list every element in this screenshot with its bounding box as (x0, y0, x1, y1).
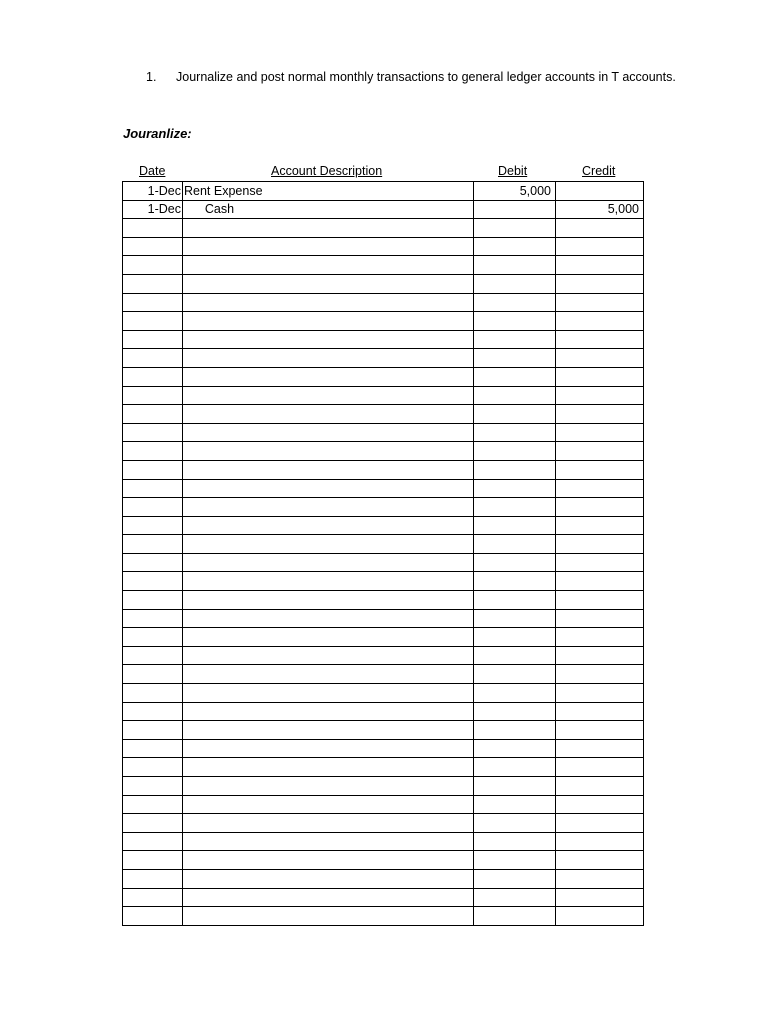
journal-blank-row (123, 516, 644, 535)
blank-credit-cell[interactable] (556, 256, 644, 275)
blank-debit-cell[interactable] (474, 219, 556, 238)
blank-debit-cell[interactable] (474, 256, 556, 275)
blank-credit-cell[interactable] (556, 516, 644, 535)
blank-debit-cell[interactable] (474, 293, 556, 312)
header-credit: Credit (582, 164, 616, 178)
instruction-number: 1. (146, 70, 157, 84)
blank-credit-cell[interactable] (556, 907, 644, 926)
blank-debit-cell[interactable] (474, 423, 556, 442)
blank-credit-cell[interactable] (556, 684, 644, 703)
journal-blank-row (123, 312, 644, 331)
blank-date-cell[interactable] (123, 665, 183, 684)
blank-debit-cell[interactable] (474, 739, 556, 758)
journal-blank-row (123, 665, 644, 684)
blank-description-cell[interactable] (183, 702, 474, 721)
blank-date-cell[interactable] (123, 349, 183, 368)
journal-blank-row (123, 739, 644, 758)
blank-date-cell[interactable] (123, 423, 183, 442)
blank-description-cell[interactable] (183, 646, 474, 665)
blank-credit-cell[interactable] (556, 312, 644, 331)
blank-description-cell[interactable] (183, 907, 474, 926)
blank-credit-cell[interactable] (556, 758, 644, 777)
blank-description-cell[interactable] (183, 256, 474, 275)
blank-description-cell[interactable] (183, 609, 474, 628)
blank-credit-cell[interactable] (556, 349, 644, 368)
journal-blank-row (123, 423, 644, 442)
blank-credit-cell[interactable] (556, 702, 644, 721)
blank-date-cell[interactable] (123, 628, 183, 647)
blank-description-cell[interactable] (183, 293, 474, 312)
blank-description-cell[interactable] (183, 498, 474, 517)
blank-credit-cell[interactable] (556, 869, 644, 888)
blank-date-cell[interactable] (123, 535, 183, 554)
journal-header-row (122, 163, 643, 181)
header-account-description: Account Description (271, 164, 383, 178)
journal-blank-row (123, 349, 644, 368)
blank-date-cell[interactable] (123, 758, 183, 777)
blank-credit-cell[interactable] (556, 832, 644, 851)
blank-credit-cell[interactable] (556, 219, 644, 238)
blank-credit-cell[interactable] (556, 423, 644, 442)
blank-credit-cell[interactable] (556, 851, 644, 870)
journal-blank-row (123, 721, 644, 740)
blank-credit-cell[interactable] (556, 293, 644, 312)
journal-blank-row (123, 591, 644, 610)
blank-credit-cell[interactable] (556, 888, 644, 907)
blank-date-cell[interactable] (123, 516, 183, 535)
blank-date-cell[interactable] (123, 479, 183, 498)
blank-description-cell[interactable] (183, 442, 474, 461)
blank-debit-cell[interactable] (474, 777, 556, 796)
journal-blank-row (123, 609, 644, 628)
blank-date-cell[interactable] (123, 219, 183, 238)
blank-date-cell[interactable] (123, 312, 183, 331)
journal-blank-row (123, 405, 644, 424)
blank-credit-cell[interactable] (556, 460, 644, 479)
blank-description-cell[interactable] (183, 330, 474, 349)
blank-date-cell[interactable] (123, 237, 183, 256)
journal-entry-row (123, 182, 644, 201)
blank-debit-cell[interactable] (474, 721, 556, 740)
blank-credit-cell[interactable] (556, 572, 644, 591)
blank-date-cell[interactable] (123, 591, 183, 610)
blank-debit-cell[interactable] (474, 386, 556, 405)
blank-date-cell[interactable] (123, 777, 183, 796)
blank-credit-cell[interactable] (556, 591, 644, 610)
blank-debit-cell[interactable] (474, 851, 556, 870)
blank-description-cell[interactable] (183, 628, 474, 647)
blank-debit-cell[interactable] (474, 665, 556, 684)
blank-date-cell[interactable] (123, 256, 183, 275)
journal-blank-row (123, 572, 644, 591)
entry-debit[interactable] (474, 200, 556, 219)
blank-description-cell[interactable] (183, 535, 474, 554)
blank-debit-cell[interactable] (474, 442, 556, 461)
blank-credit-cell[interactable] (556, 479, 644, 498)
entry-date[interactable]: 1-Dec (123, 200, 183, 219)
journal-body (123, 182, 644, 926)
blank-debit-cell[interactable] (474, 888, 556, 907)
blank-description-cell[interactable] (183, 814, 474, 833)
blank-date-cell[interactable] (123, 702, 183, 721)
section-label: Jouranlize: (123, 126, 192, 141)
journal-blank-row (123, 237, 644, 256)
journal-blank-row (123, 832, 644, 851)
blank-date-cell[interactable] (123, 553, 183, 572)
journal-table (122, 163, 643, 926)
blank-description-cell[interactable] (183, 572, 474, 591)
journal-blank-row (123, 330, 644, 349)
blank-description-cell[interactable] (183, 758, 474, 777)
blank-credit-cell[interactable] (556, 777, 644, 796)
journal-blank-row (123, 646, 644, 665)
journal-blank-row (123, 535, 644, 554)
blank-date-cell[interactable] (123, 274, 183, 293)
blank-credit-cell[interactable] (556, 330, 644, 349)
blank-date-cell[interactable] (123, 367, 183, 386)
blank-credit-cell[interactable] (556, 553, 644, 572)
blank-date-cell[interactable] (123, 684, 183, 703)
blank-description-cell[interactable] (183, 721, 474, 740)
blank-debit-cell[interactable] (474, 572, 556, 591)
blank-credit-cell[interactable] (556, 386, 644, 405)
journal-entry-row (123, 200, 644, 219)
journal-blank-row (123, 442, 644, 461)
blank-credit-cell[interactable] (556, 442, 644, 461)
entry-credit[interactable]: 5,000 (556, 200, 644, 219)
blank-description-cell[interactable] (183, 888, 474, 907)
blank-debit-cell[interactable] (474, 869, 556, 888)
blank-description-cell[interactable] (183, 274, 474, 293)
blank-description-cell[interactable] (183, 237, 474, 256)
blank-debit-cell[interactable] (474, 758, 556, 777)
blank-description-cell[interactable] (183, 869, 474, 888)
blank-description-cell[interactable] (183, 219, 474, 238)
blank-debit-cell[interactable] (474, 814, 556, 833)
blank-debit-cell[interactable] (474, 591, 556, 610)
blank-debit-cell[interactable] (474, 405, 556, 424)
blank-debit-cell[interactable] (474, 312, 556, 331)
blank-credit-cell[interactable] (556, 814, 644, 833)
blank-credit-cell[interactable] (556, 274, 644, 293)
journal-blank-row (123, 460, 644, 479)
blank-description-cell[interactable] (183, 405, 474, 424)
header-debit: Debit (498, 164, 528, 178)
blank-credit-cell[interactable] (556, 535, 644, 554)
blank-debit-cell[interactable] (474, 516, 556, 535)
entry-description-text: Rent Expense (184, 183, 263, 198)
journal-blank-row (123, 293, 644, 312)
blank-description-cell[interactable] (183, 367, 474, 386)
blank-description-cell[interactable] (183, 795, 474, 814)
blank-debit-cell[interactable] (474, 646, 556, 665)
blank-description-cell[interactable] (183, 479, 474, 498)
blank-description-cell[interactable] (183, 665, 474, 684)
entry-description[interactable] (183, 200, 474, 219)
blank-debit-cell[interactable] (474, 460, 556, 479)
blank-credit-cell[interactable] (556, 609, 644, 628)
blank-date-cell[interactable] (123, 814, 183, 833)
blank-credit-cell[interactable] (556, 739, 644, 758)
blank-credit-cell[interactable] (556, 498, 644, 517)
blank-debit-cell[interactable] (474, 702, 556, 721)
blank-description-cell[interactable] (183, 516, 474, 535)
blank-credit-cell[interactable] (556, 646, 644, 665)
blank-description-cell[interactable] (183, 739, 474, 758)
entry-description-text: Cash (184, 202, 235, 217)
journal-grid (122, 181, 644, 926)
blank-description-cell[interactable] (183, 777, 474, 796)
blank-credit-cell[interactable] (556, 721, 644, 740)
blank-date-cell[interactable] (123, 795, 183, 814)
journal-blank-row (123, 386, 644, 405)
journal-blank-row (123, 702, 644, 721)
journal-blank-row (123, 498, 644, 517)
blank-debit-cell[interactable] (474, 349, 556, 368)
entry-date[interactable]: 1-Dec (123, 182, 183, 201)
blank-date-cell[interactable] (123, 460, 183, 479)
blank-credit-cell[interactable] (556, 628, 644, 647)
journal-blank-row (123, 907, 644, 926)
header-date: Date (139, 164, 166, 178)
journal-blank-row (123, 758, 644, 777)
blank-date-cell[interactable] (123, 330, 183, 349)
blank-date-cell[interactable] (123, 498, 183, 517)
blank-debit-cell[interactable] (474, 535, 556, 554)
blank-credit-cell[interactable] (556, 237, 644, 256)
blank-date-cell[interactable] (123, 405, 183, 424)
instruction-body: Journalize and post normal monthly transactions to general ledger accounts in T accounts. (176, 70, 676, 84)
journal-blank-row (123, 553, 644, 572)
blank-debit-cell[interactable] (474, 553, 556, 572)
blank-debit-cell[interactable] (474, 907, 556, 926)
blank-description-cell[interactable] (183, 460, 474, 479)
blank-debit-cell[interactable] (474, 609, 556, 628)
blank-date-cell[interactable] (123, 851, 183, 870)
blank-date-cell[interactable] (123, 646, 183, 665)
blank-description-cell[interactable] (183, 386, 474, 405)
blank-debit-cell[interactable] (474, 795, 556, 814)
blank-credit-cell[interactable] (556, 795, 644, 814)
blank-description-cell[interactable] (183, 851, 474, 870)
blank-description-cell[interactable] (183, 312, 474, 331)
blank-debit-cell[interactable] (474, 237, 556, 256)
journal-blank-row (123, 219, 644, 238)
blank-debit-cell[interactable] (474, 684, 556, 703)
blank-date-cell[interactable] (123, 572, 183, 591)
journal-blank-row (123, 814, 644, 833)
instruction-text (146, 70, 676, 84)
blank-debit-cell[interactable] (474, 628, 556, 647)
blank-date-cell[interactable] (123, 888, 183, 907)
entry-description[interactable] (183, 182, 474, 201)
blank-description-cell[interactable] (183, 591, 474, 610)
blank-date-cell[interactable] (123, 609, 183, 628)
blank-description-cell[interactable] (183, 423, 474, 442)
blank-debit-cell[interactable] (474, 479, 556, 498)
blank-description-cell[interactable] (183, 832, 474, 851)
blank-debit-cell[interactable] (474, 367, 556, 386)
blank-debit-cell[interactable] (474, 330, 556, 349)
blank-credit-cell[interactable] (556, 367, 644, 386)
journal-blank-row (123, 628, 644, 647)
blank-date-cell[interactable] (123, 721, 183, 740)
blank-date-cell[interactable] (123, 293, 183, 312)
blank-debit-cell[interactable] (474, 832, 556, 851)
blank-description-cell[interactable] (183, 553, 474, 572)
journal-blank-row (123, 256, 644, 275)
entry-credit[interactable] (556, 182, 644, 201)
journal-blank-row (123, 367, 644, 386)
blank-description-cell[interactable] (183, 684, 474, 703)
journal-blank-row (123, 851, 644, 870)
journal-blank-row (123, 869, 644, 888)
blank-date-cell[interactable] (123, 386, 183, 405)
journal-blank-row (123, 888, 644, 907)
blank-credit-cell[interactable] (556, 665, 644, 684)
blank-date-cell[interactable] (123, 442, 183, 461)
blank-credit-cell[interactable] (556, 405, 644, 424)
entry-debit[interactable]: 5,000 (474, 182, 556, 201)
journal-blank-row (123, 777, 644, 796)
journal-blank-row (123, 795, 644, 814)
blank-debit-cell[interactable] (474, 274, 556, 293)
journal-blank-row (123, 479, 644, 498)
blank-date-cell[interactable] (123, 739, 183, 758)
blank-description-cell[interactable] (183, 349, 474, 368)
blank-date-cell[interactable] (123, 832, 183, 851)
blank-date-cell[interactable] (123, 869, 183, 888)
journal-blank-row (123, 684, 644, 703)
journal-blank-row (123, 274, 644, 293)
blank-debit-cell[interactable] (474, 498, 556, 517)
blank-date-cell[interactable] (123, 907, 183, 926)
